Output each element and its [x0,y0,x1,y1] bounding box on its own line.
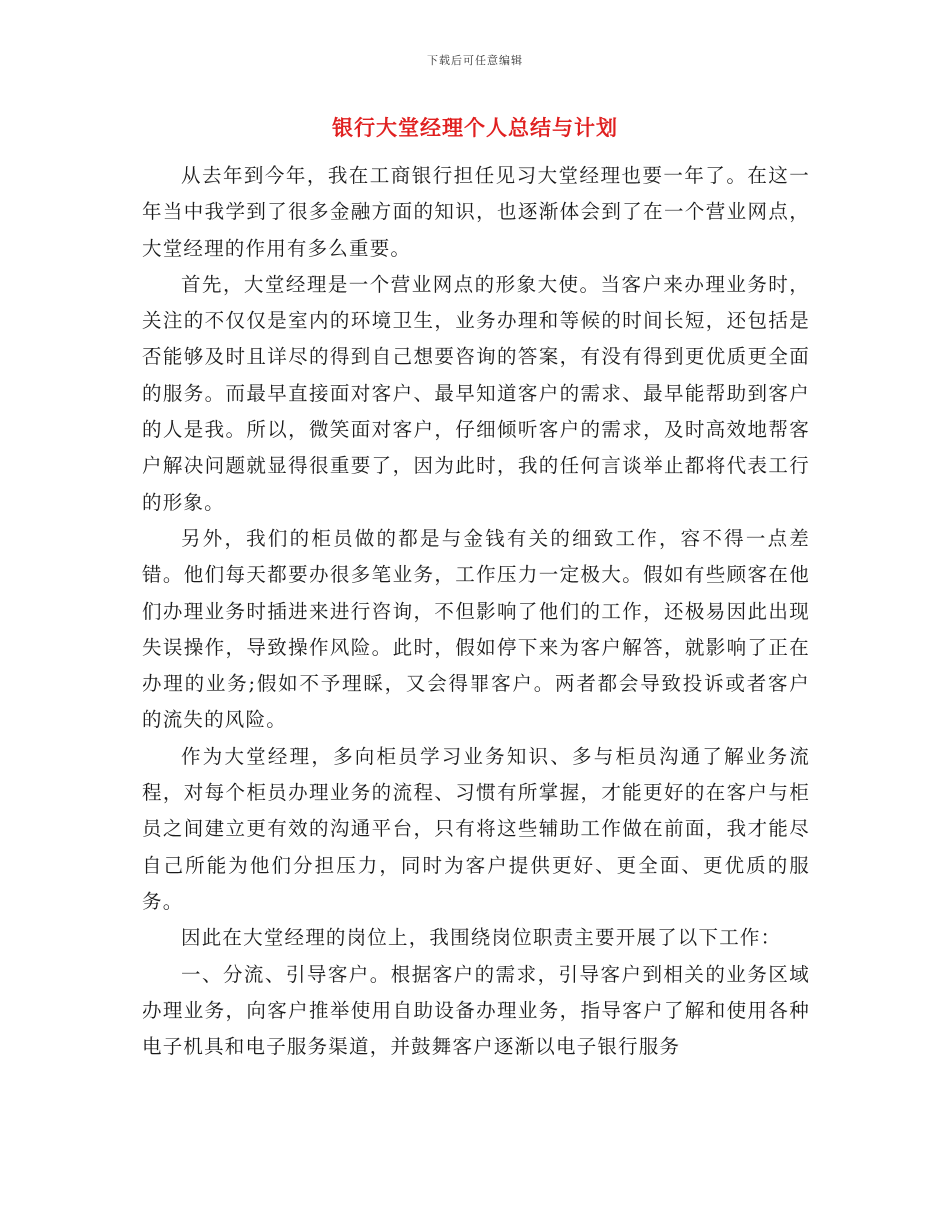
paragraph: 另外，我们的柜员做的都是与金钱有关的细致工作，容不得一点差错。他们每天都要办很多笔业务，工作压力一定极大。假如有些顾客在他们办理业务时插进来进行咨询，不但影响了他们的工作，还极易因此出现失误操作，导致操作风险。此时，假如停下来为客户解答，就影响了正在办理的业务;假如不予理睬，又会得罪客户。两者都会导致投诉或者客户的流失的风险。 [142,526,810,732]
header-note: 下载后可任意编辑 [427,54,523,67]
paragraph: 一、分流、引导客户。根据客户的需求，引导客户到相关的业务区域办理业务，向客户推举使用自助设备办理业务，指导客户了解和使用各种电子机具和电子服务渠道，并鼓舞客户逐渐以电子银行服务 [142,962,810,1059]
paragraph: 从去年到今年，我在工商银行担任见习大堂经理也要一年了。在这一年当中我学到了很多金融方面的知识，也逐渐体会到了在一个营业网点，大堂经理的作用有多么重要。 [142,164,810,260]
paragraph: 因此在大堂经理的岗位上，我围绕岗位职责主要开展了以下工作： [181,926,782,950]
paragraph: 作为大堂经理，多向柜员学习业务知识、多与柜员沟通了解业务流程，对每个柜员办理业务的流程、习惯有所掌握，才能更好的在客户与柜员之间建立更有效的沟通平台，只有将这些辅助工作做在前面，我才能尽自己所能为他们分担压力，同时为客户提供更好、更全面、更优质的服务。 [142,744,810,913]
document-body [142,158,810,1065]
document-title: 银行大堂经理个人总结与计划 [332,115,618,140]
paragraph: 首先，大堂经理是一个营业网点的形象大使。当客户来办理业务时，关注的不仅仅是室内的环境卫生，业务办理和等候的时间长短，还包括是否能够及时且详尽的得到自己想要咨询的答案，有没有得到更优质更全面的服务。而最早直接面对客户、最早知道客户的需求、最早能帮助到客户的人是我。所以，微笑面对客户，仔细倾听客户的需求，及时高效地帮客户解决问题就显得很重要了，因为此时，我的任何言谈举止都将代表工行的形象。 [142,272,810,514]
